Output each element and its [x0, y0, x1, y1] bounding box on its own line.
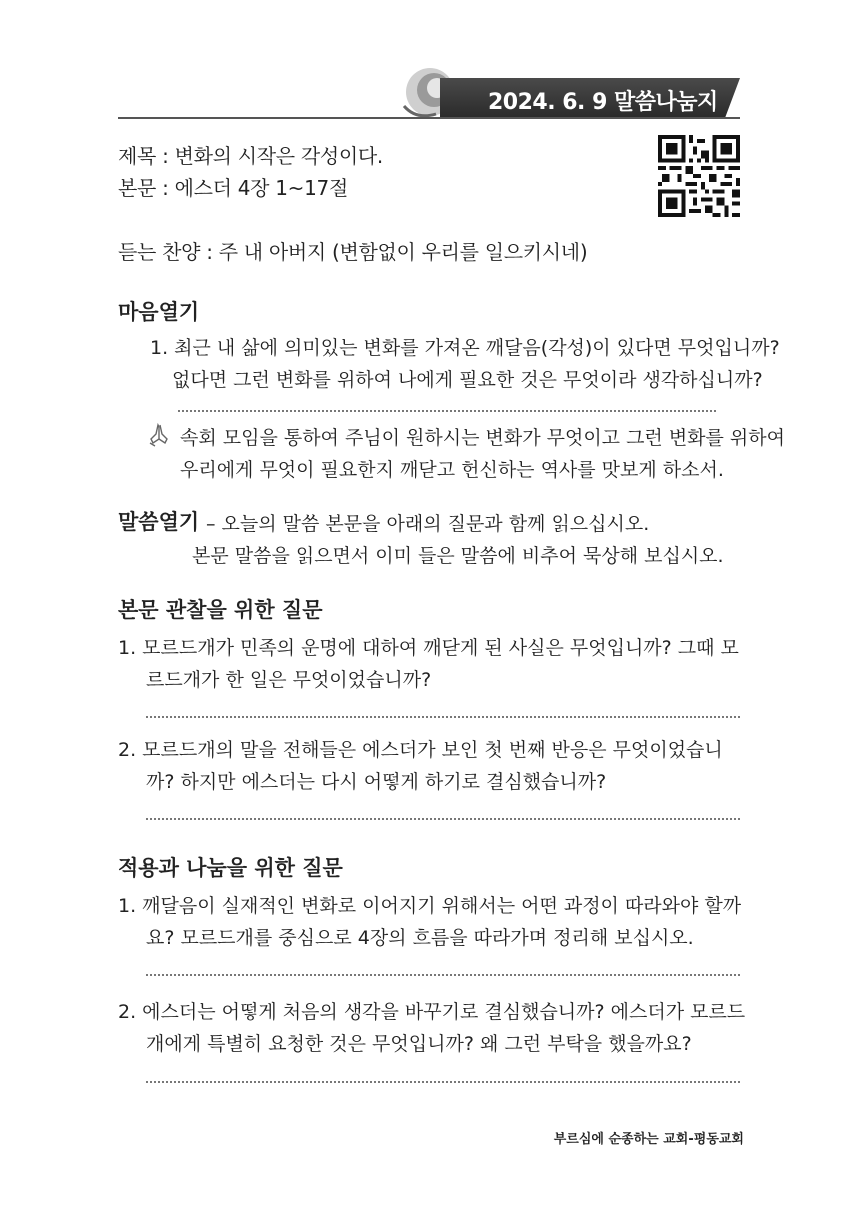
prayer-line1: 속회 모임을 통하여 주님이 원하시는 변화가 무엇이고 그런 변화를 위하여 [180, 427, 785, 449]
section-heading-open-heart: 마음열기 [118, 300, 200, 324]
scripture-reference: 본문 : 에스더 4장 1~17절 [118, 176, 348, 200]
praying-hands-icon [146, 422, 172, 448]
application-q1-line1: 1. 깨달음이 실재적인 변화로 이어지기 위해서는 어떤 과정이 따라와야 할까 [118, 895, 742, 917]
open-heart-question-line2: 없다면 그런 변화를 위하여 나에게 필요한 것은 무엇이라 생각하십니까? [172, 369, 763, 391]
footer-church-name: 부르심에 순종하는 교회-평동교회 [553, 1132, 744, 1147]
observation-q1-line1: 1. 모르드개가 민족의 운명에 대하여 깨닫게 된 사실은 무엇입니까? 그때 모 [118, 637, 739, 659]
hymn-line: 듣는 찬양 : 주 내 아버지 (변함없이 우리를 일으키시네) [118, 240, 588, 264]
open-heart-question-line1: 1. 최근 내 삶에 의미있는 변화를 가져온 깨달음(각성)이 있다면 무엇입니까? [150, 337, 780, 359]
application-q2-line1: 2. 에스더는 어떻게 처음의 생각을 바꾸기로 결심했습니까? 에스더가 모르드 [118, 1001, 746, 1023]
section-heading-observation: 본문 관찰을 위한 질문 [118, 598, 323, 622]
application-q2-line2: 개에게 특별히 요청한 것은 무엇입니까? 왜 그런 부탁을 했을까요? [146, 1033, 692, 1055]
answer-line [178, 410, 716, 412]
section-heading-open-word: 말씀열기 [118, 510, 200, 534]
header-divider [118, 117, 740, 119]
observation-q2-line1: 2. 모르드개의 말을 전해들은 에스더가 보인 첫 번째 반응은 무엇이었습니 [118, 739, 723, 761]
answer-line [146, 1081, 740, 1083]
answer-line [146, 974, 740, 976]
answer-line [146, 716, 740, 718]
observation-q2-line2: 까? 하지만 에스더는 다시 어떻게 하기로 결심했습니까? [146, 771, 607, 793]
observation-q1-line2: 르드개가 한 일은 무엇이었습니까? [146, 669, 432, 691]
application-q1-line2: 요? 모르드개를 중심으로 4장의 흐름을 따라가며 정리해 보십시오. [146, 927, 694, 949]
section-heading-application: 적용과 나눔을 위한 질문 [118, 856, 343, 880]
prayer-line2: 우리에게 무엇이 필요한지 깨닫고 헌신하는 역사를 맛보게 하소서. [180, 459, 724, 481]
sermon-title: 제목 : 변화의 시작은 각성이다. [118, 144, 383, 168]
open-word-instruction-line2: 본문 말씀을 읽으면서 이미 들은 말씀에 비추어 묵상해 보십시오. [192, 545, 724, 567]
open-word-instruction-line1: – 오늘의 말씀 본문을 아래의 질문과 함께 읽으십시오. [206, 513, 650, 535]
qr-code-icon [658, 135, 740, 217]
answer-line [146, 818, 740, 820]
page-title: 2024. 6. 9 말씀나눔지 [488, 90, 718, 115]
